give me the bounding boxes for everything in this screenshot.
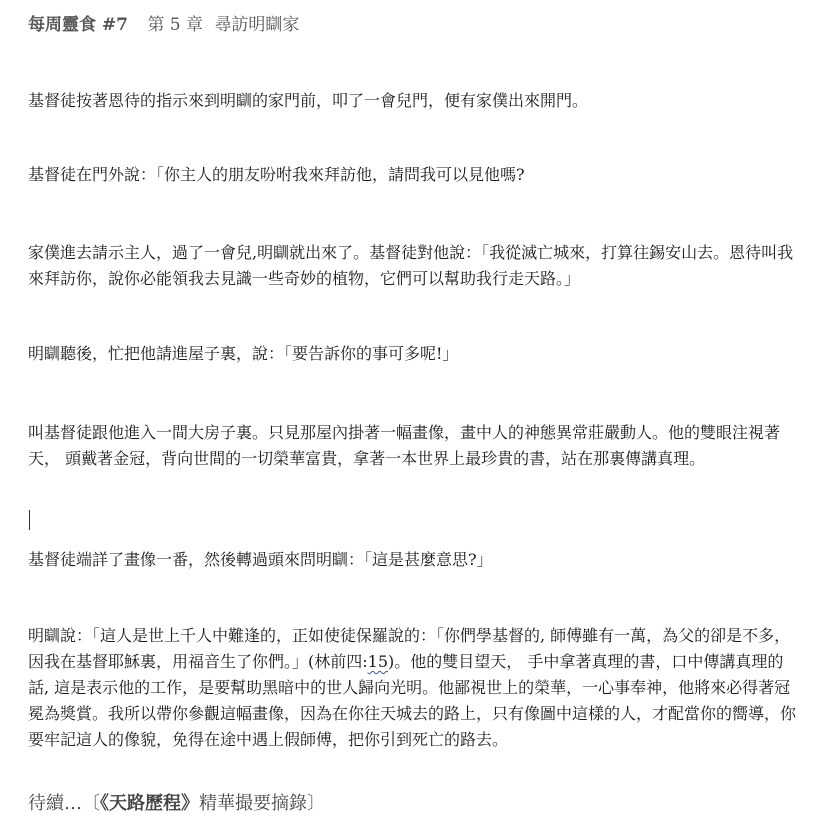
paragraph-3: 家僕進去請示主人，過了一會兒,明瞓就出來了。基督徒對他說：「我從滅亡城來，打算往錫安山去。恩待叫我來拜訪你，說你必能領我去見識一些奇妙的植物，它們可以幫助我行走天路。」 — [28, 243, 794, 288]
text-cursor[interactable] — [29, 510, 30, 530]
paragraph-2: 基督徒在門外說：「你主人的朋友吩咐我來拜訪他，請問我可以見他嗎? — [28, 165, 525, 184]
continued-suffix: 精華撮要摘錄〕 — [199, 793, 325, 814]
continued-prefix: 待續…〔 — [28, 793, 100, 814]
paragraph-7-part-1: 明瞓說：「這人是世上千人中難逢的，正如使徒保羅說的：「你們學基督的, 師傅雖有一萬，為父的卻是不多，因我在基督耶穌裏，用福音生了你們。」(林前四: — [28, 626, 791, 671]
chapter-title: 尋訪明瞓家 — [214, 15, 300, 35]
continued-note — [28, 789, 325, 815]
book-title: 《天路歷程》 — [100, 793, 199, 814]
paragraph-5: 叫基督徒跟他進入一間大房子裏。只見那屋內掛著一幅畫像，畫中人的神態異常莊嚴動人。他的雙眼注視著天， 頭戴著金冠，背向世間的一切榮華富貴，拿著一本世界上最珍貴的書，站在那裏傳講真理。 — [28, 423, 781, 468]
paragraph-6: 基督徒端詳了畫像一番，然後轉過頭來問明瞓：「這是甚麼意思?」 — [28, 550, 493, 569]
paragraph-7 — [28, 623, 798, 753]
paragraph-1: 基督徒按著恩待的指示來到明瞓的家門前，叩了一會兒門，便有家僕出來開門。 — [28, 91, 589, 110]
chapter-number: 第 5 章 — [147, 15, 204, 35]
paragraph-7-part-2: )。他的雙目望天， 手中拿著真理的書，口中傳講真理的話, 這是表示他的工作，是要幫助黑暗中的世人歸向光明。他鄙視世上的榮華，一心事奉神，他將來必得著冠冕為獎賞。我所以帶你參觀這幅畫像，因為在你往天城去的路上，只有像圖中這樣的人，才配當你的嚮導，你要牢記這人的像貌，免得在途中遇上假師傅，把你引到死亡的路去。 — [28, 652, 797, 749]
spellcheck-marked-text[interactable]: 15 — [367, 652, 388, 671]
page-header — [28, 10, 299, 35]
series-title: 每周靈食 #7 — [28, 15, 128, 35]
paragraph-4: 明瞓聽後，忙把他請進屋子裏，說：「要告訴你的事可多呢!」 — [28, 344, 459, 363]
